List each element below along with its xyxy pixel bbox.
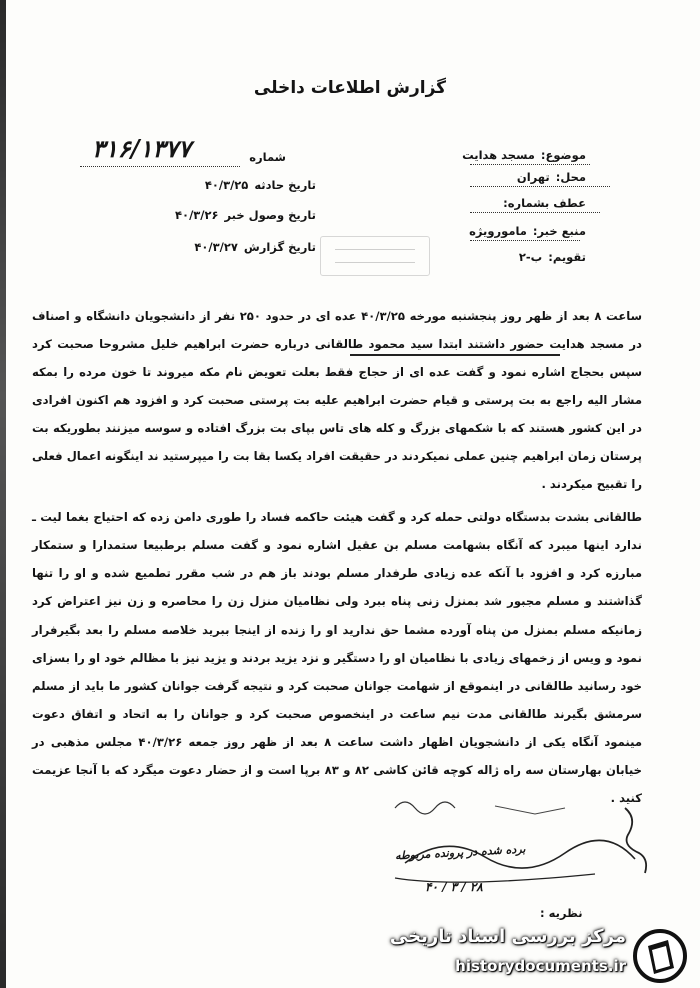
field-subject: [462, 148, 586, 162]
field-location: [517, 170, 586, 184]
field-reference-label: عطف بشماره:: [503, 196, 586, 210]
field-event-date: [205, 178, 316, 192]
dotted-line: [470, 240, 580, 241]
field-number: [243, 150, 286, 164]
field-report-date: [194, 240, 316, 254]
dotted-line: [470, 212, 600, 213]
field-subject-value: مسجد هدایت: [462, 148, 535, 162]
dotted-line: [470, 164, 590, 165]
field-reference: [497, 196, 586, 210]
report-paragraph: ساعت ۸ بعد از ظهر روز پنجشنبه مورخه ۴۰/۳/۲۵ عده ای در حدود ۲۵۰ نفر از دانشجویان دانشگاه و اصناف در مسجد هدایت حضور داشتند ابتدا سید محمود طالقانی درباره حضرت ابراهیم خلیل مشروحا صحبت کرد سپس بحجاج اشاره نمود و گفت عده ای از حجاج فقط بعلت تعویض نام مکه میروند تا خون مرده را بمکه مشار الیه راجع به بت پرستی و قیام حضرت ابراهیم علیه بت پرستی صحبت کرد و افزود هم اکنون افرادی در این کشور هستند که با شکمهای بزرگ و کله های تاس بپای بت بزرگ افتاده و سوسه میزنند بطوریکه بت پرستان زمان ابراهیم چنین عملی نمیکردند در حقیقت افراد یکسا بقا بت را میپرستید ند اینگونه اعمال فعلی را تقبیح میکردند .: [32, 309, 643, 492]
dotted-line: [470, 186, 610, 187]
dotted-line: [80, 166, 240, 167]
field-calendar-value: ب-۲: [518, 250, 543, 264]
field-location-label: محل:: [555, 170, 586, 184]
field-receipt-date-value: ۴۰/۳/۲۶: [175, 208, 219, 222]
field-calendar: [519, 250, 586, 264]
field-receipt-date-label: تاریخ وصول خبر: [224, 208, 316, 222]
field-number-value: ۳۱۶/۱۳۷۷: [92, 134, 191, 163]
opinion-label: نظریه :: [540, 906, 583, 920]
field-source: [469, 224, 586, 238]
field-number-label: شماره: [249, 150, 286, 164]
watermark: [389, 922, 700, 988]
field-report-date-label: تاریخ گزارش: [243, 240, 316, 254]
watermark-org-name: مرکز بررسی اسناد تاریخی: [389, 926, 626, 947]
handwritten-underline: [350, 354, 560, 356]
report-body: [32, 302, 642, 817]
watermark-website: historydocuments.ir: [455, 957, 626, 975]
field-source-value: مامورویژه: [469, 224, 527, 238]
field-event-date-value: ۴۰/۳/۲۵: [204, 178, 249, 192]
handwritten-date: ۲۸ / ۳ / ۴۰: [425, 880, 483, 894]
report-title: گزارش اطلاعات داخلی: [253, 78, 447, 98]
faded-stamp: [320, 236, 430, 276]
field-event-date-label: تاریخ حادثه: [254, 178, 316, 192]
field-subject-label: موضوع:: [540, 148, 586, 162]
report-paragraph: طالقانی بشدت بدستگاه دولتی حمله کرد و گفت هیئت حاکمه فساد را طوری دامن زده که احتیاج بغما لیت ـ ندارد اینها میبرد که آنگاه بشهامت مسلم بن عقیل اشاره نمود و گفت مسلم برطبیعا ستمدارا و ستمکار مبارزه کرد و افزود با آنکه عده زیادی طرفدار مسلم بودند باز هم در شب مقرر تطمیع شده و او را تنها گذاشتند و مسلم مجبور شد بمنزل زنی پناه ببرد ولی نظامیان منزل زن را محاصره و زن نیز اعتراض کرد زمانیکه مسلم بمنزل من پناه آورده مشما حق ندارید او را زنده از اینجا ببرید خلاصه مسلم را بعد بگیرفرار نمود و ویس از زخمهای زیادی با نظامیان او را دستگیر و نزد یزید بردند و یزید نیز با مظالم خود او را بسزای خود رسانید طالقانی در اینموقع از شهامت جوانان صحبت کرد و نتیجه گرفت جوانان کشور ما باید از مسلم سرمشق بگیرند طالقانی مدت نیم ساعت در اینخصوص صحبت کرد و جوانان را به اتحاد و اتفاق دعوت مینمود آنگاه یکی از دانشجویان اظهار داشت ساعت ۸ بعد از ظهر روز جمعه ۴۰/۳/۲۶ مجلس مذهبی در خیابان بهارستان سه راه ژاله کوچه قائن کاشی ۸۲ و ۸۳ برپا است و از حضار دعوت میگرد که با آنجا عزیمت کنید .: [32, 510, 642, 805]
scan-edge: [0, 0, 6, 988]
field-report-date-value: ۴۰/۳/۲۷: [194, 240, 238, 254]
field-receipt-date: [175, 208, 316, 222]
field-calendar-label: تقویم:: [548, 250, 586, 264]
field-location-value: تهران: [516, 170, 550, 184]
handwritten-note: برده شده در پرونده مربوطه: [394, 842, 526, 863]
archive-logo-icon: [632, 928, 688, 984]
field-source-label: منبع خبر:: [532, 224, 586, 238]
